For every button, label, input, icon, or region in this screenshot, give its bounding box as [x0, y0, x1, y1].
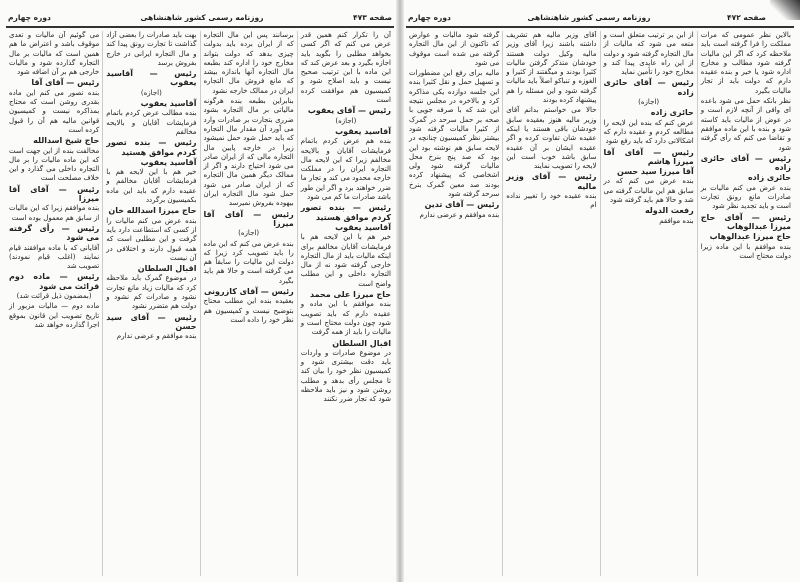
paragraph: بنده موافقم و عرضی ندارم [116, 332, 197, 341]
speaker-heading: رئیس — آقای وزیر مالیه [506, 172, 597, 191]
header-rule [6, 26, 394, 28]
speaker-heading: رئیس — رأی گرفته می شود [9, 223, 100, 243]
speaker-heading: رئیس — آقای کازرونی [203, 287, 294, 297]
page-number: صفحه ۴۷۲ [727, 12, 766, 22]
speaker-heading: حائری زاده [650, 108, 694, 118]
speaker-heading: رئیس — آقای حائری زاده [700, 153, 791, 173]
speaker-heading: آقا میرزا سید حسن [617, 167, 694, 177]
paragraph: بنده موافقم و عرضی ندارم [419, 210, 500, 219]
speaker-heading: رئیس — آقای سید حسن [106, 312, 197, 331]
paragraph: برسانند پس این مال التجاره که از ایران برده باید بدولت چیزی بدهد که دولت بتواند مخارج خود را اداره کند بطبعه مال التجاره آنها باندازه بیشد که مانع فروش مال التجاره ایران در ممالک خارجه نشود [203, 31, 294, 95]
speaker-heading: آقاسید یعقوب [335, 222, 391, 232]
paragraph: بنده تصور می کنم این ماده بقدری روشن است که محتاج بمذاکره نیست و کمیسیون قوانین مالیه هم آن را قبول کرده است [9, 88, 100, 134]
note-text: (اجازه) [638, 98, 660, 107]
speaker-heading: اقبال السلطان [332, 338, 391, 348]
text-column [502, 31, 599, 576]
columns [6, 31, 394, 576]
volume-label: دوره چهارم [8, 12, 51, 22]
speaker-heading: رئیس — آقای آقا میرزا هاشم [603, 147, 694, 166]
paragraph: بالاین نظر عمومی که مرات مملکت را فرا گرفته است باید ملاحظه کرد که اگر این مالیات گرفته شود مطالب و مخارج اداره شود یا خیر و بنده عقیده دارم که دولت باید از تجار مالیات بگیرد [700, 31, 791, 95]
text-column [697, 31, 794, 576]
paragraph: بعقیده بنده این مطلب محتاج بتوضیح نیست و کمیسیون هم نظر خود را داده است [203, 297, 294, 324]
paragraph: بنده عرض می کنم که این ماده را باید تصویب کرد زیرا که دولت این مالیات را سابقاً هم می گرفته است و حالا هم باید بگیرد [203, 239, 294, 285]
speaker-heading: حاج شیخ اسدالله [33, 136, 100, 146]
paragraph: آقایانی که با ماده موافقند قیام نمایند (اغلب قیام نمودند) تصویب شد [9, 243, 100, 271]
paragraph: بهت باید صادرات را بعضی آزاد گذاشت تا تجارت رونق پیدا کند و مال التجاره ایرانی در خارج بفروش برسد [106, 31, 197, 67]
text-column [200, 31, 297, 576]
speaker-heading: رئیس — ماده دوم قرائت می شود [9, 272, 100, 291]
paragraph: مالیه برای رفع این مضطورات و تسهیل حمل و نقل کثیرا بنده این جلسه دوازده یکی مذاکره کرد و بالاخره در مجلس نتیجه این شد که با صرفه جویی با صحه بر حمل سرحد در گمرک از کثیرا مالیات گرفته شود بیشتر نظر کمیسیون چنانچه در لایحه سابق هم نوشته بود این بود که صد پنج بنرخ محل مالیات گرفته شود ولی اشخاصی که پیشنهاد کرده بودند صد معین گمرک بنرخ سرحد گرفته شود [409, 69, 500, 199]
page-header [8, 10, 392, 24]
paragraph: در موضوع صادرات و واردات باید دقت بیشتری شود و کمیسیون نظر خود را بیان کند تا مجلس رأی بدهد و مطلب روشن شود و نیز باید ملاحظه شود که تجار ضرر نکنند [300, 348, 391, 404]
page-fold [396, 0, 404, 582]
speaker-heading: رئیس — آقاسید یعقوب [106, 69, 197, 88]
speaker-heading: رئیس — آقای حاج میرزا عبدالوهاب [700, 212, 791, 231]
newspaper-title: روزنامه رسمی کشور شاهنشاهی [527, 12, 651, 22]
paragraph: نظر بانکه حمل می شود باعده ای وافی از آنچه لازم است و در عوض از مالیات باید کاسته شود و بنده با این ماده موافقم و تقاضا می کنم که رأی گرفته شود [700, 97, 791, 152]
speaker-heading: رئیس — آقای آقا [31, 78, 100, 88]
paragraph: بنده هم عرض کردم باتمام فرمایشات آقایان و بالایحه مخالفم زیرا که این لایحه مال التجاره ایران را در مملکت خارجه محدود می کند و تجار ما ضرر خواهند برد و اگر این طور باشد صادرات ما کم می شود [300, 137, 391, 202]
right-page [400, 0, 800, 582]
speaker-heading: رئیس — آقای یعقوب [307, 106, 391, 116]
paragraph: بنده موافقم با این ماده زیرا دولت محتاج است [700, 242, 791, 260]
paragraph: بنده مطالب عرض کردم باتمام فرمایشات آقایان و بالایحه مخالفم [106, 109, 197, 136]
note-text: (اجازه) [238, 229, 260, 238]
paragraph: بنده موافقم با این ماده و عقیده دارم که باید تصویب شود چون دولت محتاج است و مالیات را باید از همه گرفت [300, 300, 391, 337]
page-header [408, 10, 766, 24]
speaker-heading: رئیس — آقای آقا میرزا [9, 184, 100, 204]
paragraph: بنده عرض می کنم مالیات بر صادرات مانع رونق تجارت است و باید تجدید نظر شود [700, 183, 791, 211]
paragraph: بنده موافقم [659, 216, 694, 225]
paragraph: بنابراین بطبعه بنده هرگونه مالیاتی بر مال التجاره بشود ضرری بتجارت بر صادرات وارد می آورد آن مقدار مال التجاره که باید حمل شود حمل نمیشود زیرا در خارجه پایین مال التجاره مالی که از ایران صادر می شود احتیاج دارند و اگر از ممالک دیگر همین مال التجاره که از ایران صادر می شود حمل شود مال التجاره ایران بیهوده بفروش نمیرسد [203, 97, 294, 208]
text-column [600, 31, 697, 576]
paragraph: عرض کنم که بنده این لایحه را مطالعه کردم و عقیده دارم که اشکالاتی دارد که باید رفع شود [603, 118, 694, 146]
speaker-heading: آقاسید یعقوب [140, 99, 197, 109]
paragraph: بنده موافقم زیرا که این مالیات از سابق هم معمول بوده است [9, 204, 100, 222]
paragraph: بنده عرض می کنم مالیات را از کسی که استطاعت دارد باید گرفت و این مطلبی است که همه قبول دارند و اختلافی در آن نیست [106, 216, 197, 262]
page-corner-shadow [770, 0, 800, 20]
speaker-heading: آقاسید یعقوب [140, 157, 197, 167]
paragraph: حالا می خواستم بدانم آقای وزیر مالیه هنوز بعقیده سابق خودشان باقی هستند یا اینکه عقیده شان تفاوت کرده و اگر عقیده ایشان بر آن عقیده سابق باشد خوب است این لایحه را تصویب نمایند [506, 106, 597, 171]
volume-label: دوره چهارم [408, 12, 451, 22]
speaker-heading: رئیس — بنده تصور کردم موافق هستید [300, 203, 391, 222]
speaker-heading: رئیس — آقای تدین [424, 200, 500, 210]
note-text: (اجازه) [140, 88, 162, 97]
speaker-heading: حاج میرزا اسدالله خان [108, 206, 197, 216]
paragraph: از ابن بر ترتیب متعلق است و متعه می شود که مالیات از مال التجاره گرفته شود و دولت از این راه عایدی پیدا کند و مخارج خود را تأمین نماید [603, 31, 694, 77]
text-column [406, 31, 502, 576]
paragraph: مخالفت بنده از این جهت است که این ماده مالیات را بر مال التجاره داخلی می گذارد و این خلاف مصلحت است [9, 146, 100, 183]
paragraph: ماده دوم — مالیات مزبور از تاریخ تصویب این قانون بموقع اجرا گذارده خواهد شد [9, 302, 100, 329]
paragraph: می گوئیم آن مالیات و تعدی موقوف باشد و اعتراض ما هم همین است که مالیات بر مال التجاره گذارده شود و مالیات خارجی هم بر آن اضافه شود [9, 31, 100, 77]
paragraph: در موضوع گمرک باید ملاحظه کرد که مالیات زیاد مانع تجارت نشود و صادرات کم نشود و دولت هم متضرر نشود [106, 274, 197, 311]
page-number: صفحه ۴۷۳ [353, 12, 392, 22]
speaker-heading: حاج میرزا عبدالوهاب [709, 232, 791, 242]
paragraph: گرفته شود مالیات و عوارض که تاکنون از این مال التجاره گرفته می شده است موقوف می شود [409, 31, 500, 67]
paragraph: آن را تکرار کنم همین قدر عرض می کنم که اگر کسی بخواهد مطلبی را بگوید باید اجازه بگیرد و بعد عرض کند که این ماده با این ترتیب صحیح نیست و باید اصلاح شود و کمیسیون هم موافقت کرده است [300, 31, 391, 105]
speaker-heading: آقاسید یعقوب [335, 126, 391, 136]
paragraph: بنده عقیده خود را تغییر نداده ام [506, 192, 597, 210]
note-text: (بمضمون ذیل قرائت شد) [16, 292, 92, 301]
paragraph: آقای وزیر مالیه هم تشریف داشته باشند زیرا آقای وزیر مالیه وکیل دولت هستند خودشان متذکر گرفتن مالیات کثیرا بودند و میگفتند از کثیرا و الغوزه و تنباکو اصلاً باید مالیات گرفته شود و این مسئله را هم پیشنهاد کرده بودند [506, 31, 597, 105]
speaker-heading: رفعت الدوله [644, 206, 694, 216]
speaker-heading: حاج میرزا علی محمد [310, 290, 391, 300]
speaker-heading: رئیس — بنده تصور کردم موافق هستید [106, 138, 197, 157]
note-text: (اجازه) [335, 116, 357, 125]
header-rule [406, 26, 794, 28]
newspaper-title: روزنامه رسمی کشور شاهنشاهی [140, 12, 264, 22]
speaker-heading: اقبال السلطان [137, 264, 197, 274]
columns [406, 31, 794, 576]
text-column [6, 31, 102, 576]
paragraph: خیر هم با این لایحه هم با فرمایشات آقایان مخالفم و عقیده دارم که باید این ماده بکمیسیون برگردد [106, 168, 197, 205]
paragraph: خیر هم با این لایحه هم با فرمایشات آقایان مخالفم برای اینکه مالیات باید از مال التجاره خارجی گرفته شود نه از مال التجاره داخلی و این مطلب واضح است [300, 233, 391, 288]
text-column [297, 31, 394, 576]
text-column [102, 31, 199, 576]
speaker-heading: رئیس — آقای آقا میرزا [203, 209, 294, 228]
speaker-heading: رئیس — آقای حائری زاده [603, 78, 694, 97]
paragraph: بنده عرض می کنم که در سابق هم این مالیات گرفته می شد و حالا هم باید گرفته شود [603, 177, 694, 205]
speaker-heading: حائری زاده [747, 173, 791, 183]
